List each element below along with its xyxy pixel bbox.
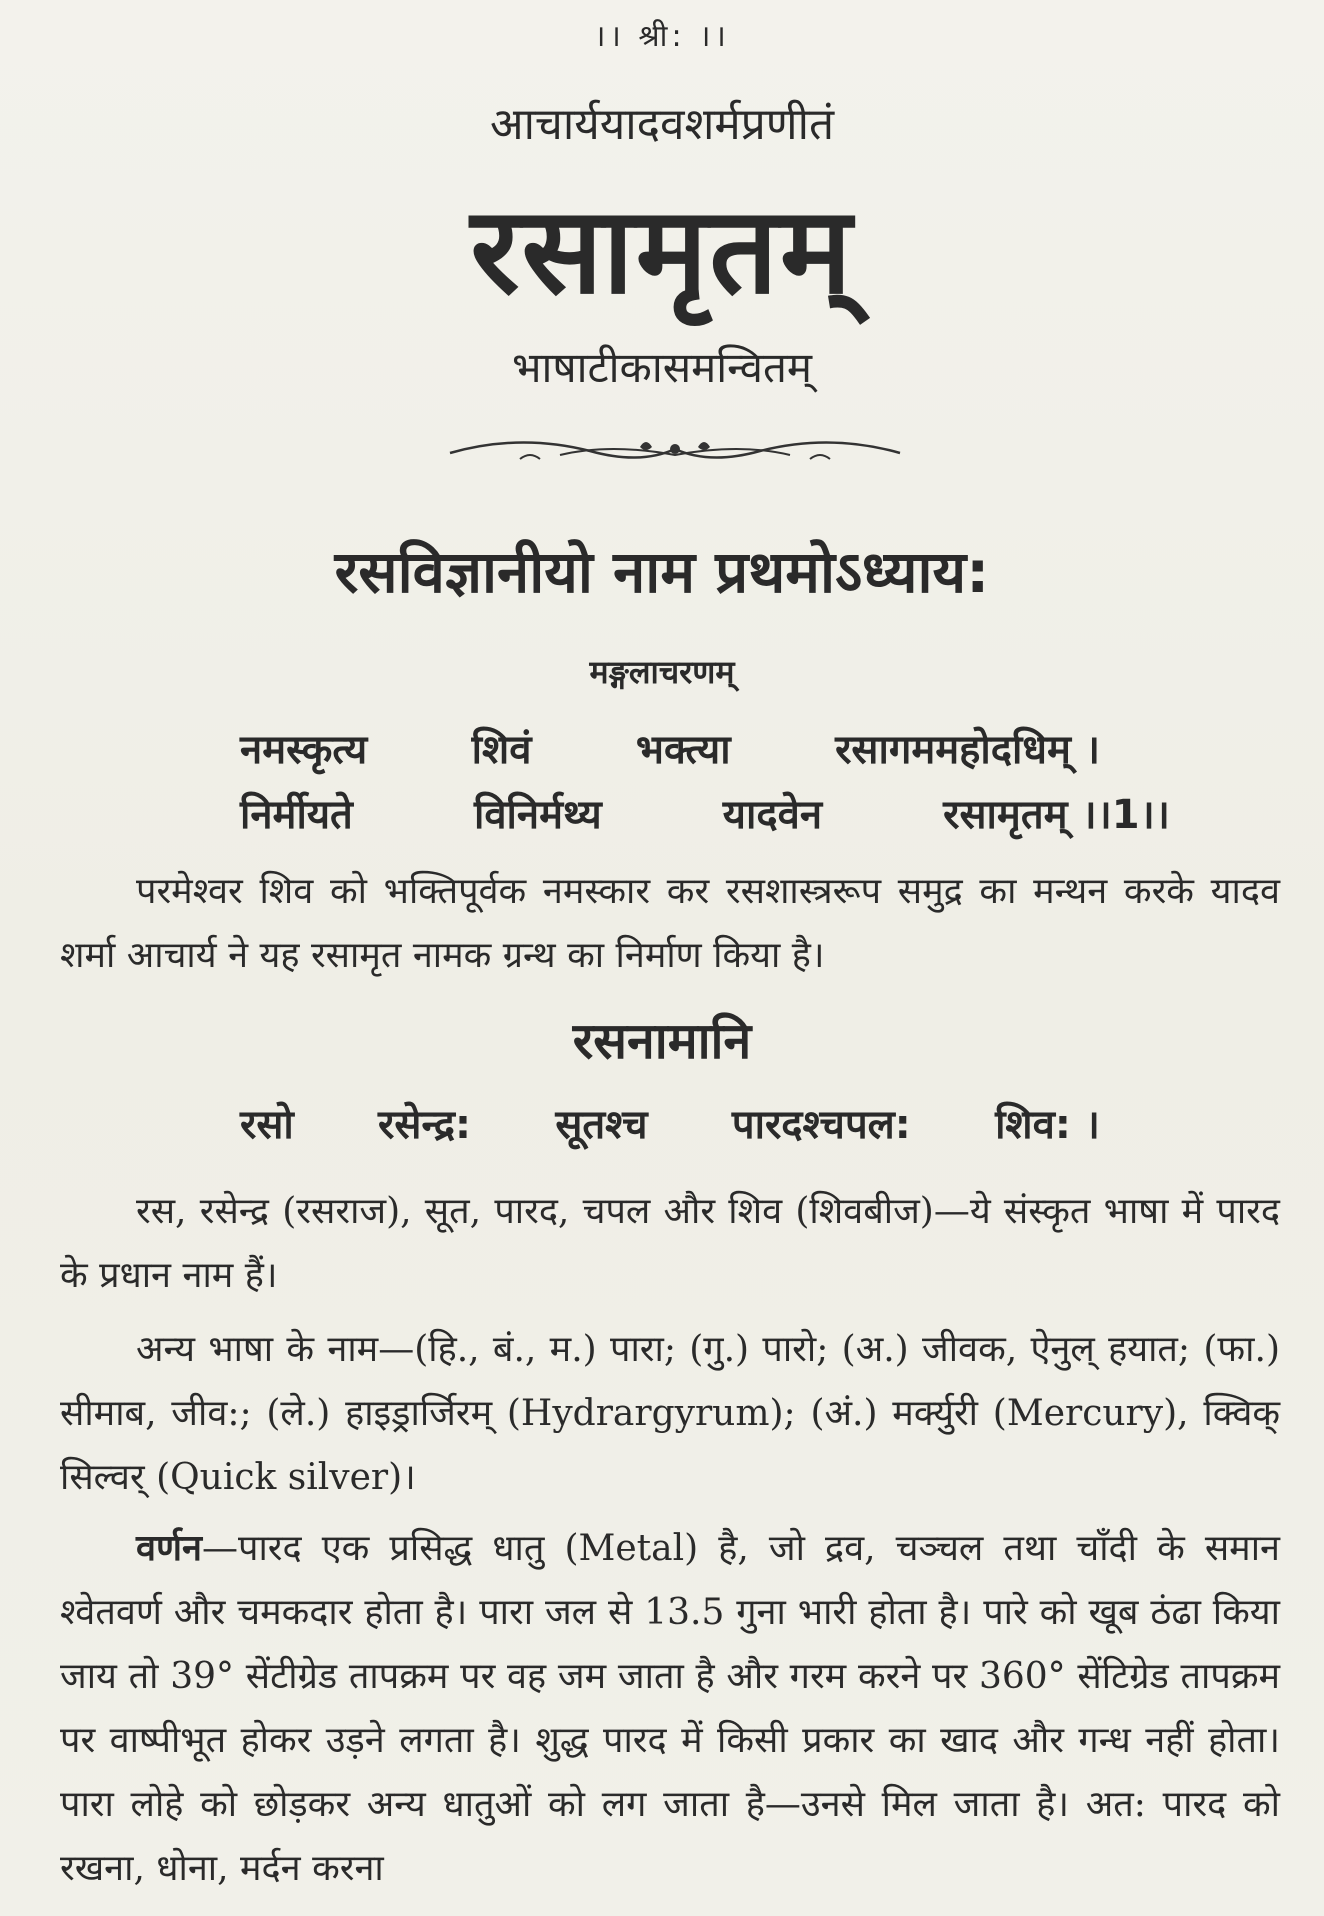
ornamental-divider bbox=[440, 425, 910, 475]
verse-word: यादवेन bbox=[722, 792, 823, 838]
book-subtitle: भाषाटीकासमन्वितम् bbox=[511, 343, 813, 392]
book-title: रसामृतम् bbox=[470, 182, 854, 321]
verse-word: रसागममहोदधिम् । bbox=[835, 727, 1100, 773]
section-heading-rasanamani: रसनामानि bbox=[572, 1012, 752, 1070]
paragraph-sanskrit-names: रस, रसेन्द्र (रसराज), सूत, पारद, चपल और शिव (शिवबीज)—ये संस्कृत भाषा में पारद के प्रधान नाम हैं। bbox=[60, 1191, 1280, 1296]
verse-word: रसेन्द्र: bbox=[378, 1102, 472, 1148]
varnan-label: वर्णन bbox=[136, 1527, 203, 1569]
verse-word: शिव: । bbox=[995, 1102, 1100, 1148]
verse-word: सूतश्च bbox=[555, 1102, 648, 1148]
verse-line-names bbox=[240, 1095, 1100, 1150]
verse-word: निर्मीयते bbox=[240, 792, 353, 838]
verse-word: पारदश्चपल: bbox=[731, 1102, 911, 1148]
paragraph-description bbox=[60, 1516, 1280, 1901]
paragraph-translation: परमेश्वर शिव को भक्तिपूर्वक नमस्कार कर रसशास्त्ररूप समुद्र का मन्थन करके यादव शर्मा आचार्य ने यह रसामृत नामक ग्रन्थ का निर्माण किया है। bbox=[60, 871, 1280, 976]
verse-word: विनिर्मथ्य bbox=[473, 792, 602, 838]
verse-word: रसो bbox=[240, 1102, 294, 1148]
varnan-text: —पारद एक प्रसिद्ध धातु (Metal) है, जो द्रव, चञ्चल तथा चाँदी के समान श्वेतवर्ण और चमकदार होता है। पारा जल से 13.5 गुना भारी होता है। पारे को खूब ठंढा किया जाय तो 39° सेंटीग्रेड तापक्रम पर वह जम जाता है और गरम करने पर 360° सेंटिग्रेड तापक्रम पर वाष्पीभूत होकर उड़ने लगता है। शुद्ध पारद में किसी प्रकार का खाद और गन्ध नहीं होता। पारा लोहे को छोड़कर अन्य धातुओं को लग जाता है—उनसे मिल जाता है। अत: पारद को रखना, धोना, मर्दन करना bbox=[60, 1528, 1280, 1889]
shri-invocation: ।। श्री: ।। bbox=[594, 19, 730, 54]
author-line: आचार्ययादवशर्मप्रणीतं bbox=[489, 99, 835, 150]
verse-line-1 bbox=[240, 720, 1100, 775]
verse-word: भक्त्या bbox=[635, 727, 731, 773]
verse-word: शिवं bbox=[471, 727, 532, 773]
paragraph-other-language-names: अन्य भाषा के नाम—(हि., बं., म.) पारा; (गु.) पारो; (अ.) जीवक, ऐनुल् हयात; (फा.) सीमाब, जीव:; (ले.) हाइड्रार्जिरम् (Hydrargyrum); (अं.) मर्क्युरी (Mercury), क्विक् सिल्वर् (Quick silver)। bbox=[60, 1329, 1280, 1498]
verse-word: रसामृतम् ।।1।। bbox=[943, 792, 1170, 838]
verse-line-2 bbox=[240, 785, 1170, 840]
verse-word: नमस्कृत्य bbox=[240, 727, 368, 773]
mangalacharanam-heading: मङ्गलाचरणम् bbox=[589, 653, 735, 691]
chapter-title: रसविज्ञानीयो नाम प्रथमोऽध्याय: bbox=[334, 538, 990, 606]
